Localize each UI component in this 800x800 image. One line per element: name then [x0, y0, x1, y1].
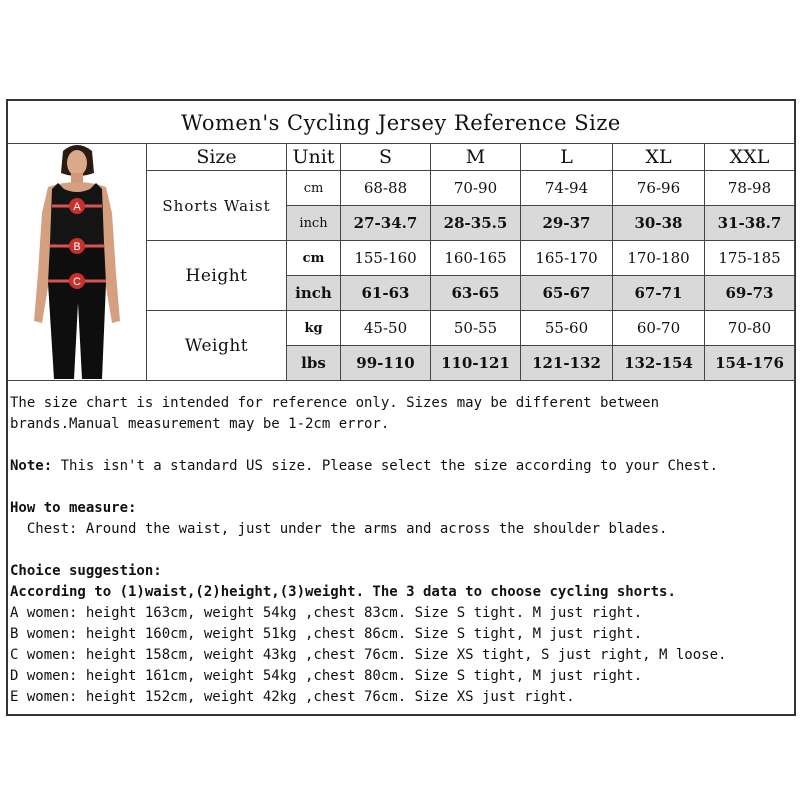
- value-cell: 68-88: [341, 171, 431, 206]
- value-cell: 132-154: [613, 346, 705, 381]
- size-col-s: S: [341, 144, 431, 171]
- unit-header: Unit: [287, 144, 341, 171]
- value-cell: 154-176: [705, 346, 795, 381]
- example-line: D women: height 161cm, weight 54kg ,chest 80cm. Size S tight, M just right.: [10, 668, 643, 684]
- size-col-xl: XL: [613, 144, 705, 171]
- group-weight: Weight: [147, 311, 287, 381]
- size-table: [146, 143, 795, 381]
- value-cell: 29-37: [521, 206, 613, 241]
- value-cell: 28-35.5: [431, 206, 521, 241]
- value-cell: 60-70: [613, 311, 705, 346]
- value-cell: 70-90: [431, 171, 521, 206]
- value-cell: 155-160: [341, 241, 431, 276]
- value-cell: 76-96: [613, 171, 705, 206]
- value-cell: 70-80: [705, 311, 795, 346]
- value-cell: 121-132: [521, 346, 613, 381]
- example-line: C women: height 158cm, weight 43kg ,chest 76cm. Size XS tight, S just right, M loose.: [10, 647, 727, 663]
- size-col-xxl: XXL: [705, 144, 795, 171]
- value-cell: 160-165: [431, 241, 521, 276]
- value-cell: 55-60: [521, 311, 613, 346]
- table-row: [147, 241, 795, 276]
- group-shorts-waist: Shorts Waist: [147, 171, 287, 241]
- unit-cell: inch: [287, 276, 341, 311]
- table-row: [147, 171, 795, 206]
- example-line: B women: height 160cm, weight 51kg ,chest 86cm. Size S tight, M just right.: [10, 626, 643, 642]
- value-cell: 74-94: [521, 171, 613, 206]
- marker-c: C: [73, 276, 81, 288]
- value-cell: 31-38.7: [705, 206, 795, 241]
- value-cell: 170-180: [613, 241, 705, 276]
- value-cell: 78-98: [705, 171, 795, 206]
- value-cell: 30-38: [613, 206, 705, 241]
- choice-suggestion-heading: Choice suggestion:: [10, 563, 162, 579]
- unit-cell: inch: [287, 206, 341, 241]
- how-to-measure-text: Chest: Around the waist, just under the arms and across the shoulder blades.: [10, 521, 668, 537]
- size-col-m: M: [431, 144, 521, 171]
- model-silhouette-image: [8, 143, 146, 379]
- value-cell: 175-185: [705, 241, 795, 276]
- size-col-l: L: [521, 144, 613, 171]
- according-line: According to (1)waist,(2)height,(3)weight. The 3 data to choose cycling shorts.: [10, 584, 676, 600]
- unit-cell: lbs: [287, 346, 341, 381]
- example-line: A women: height 163cm, weight 54kg ,chest 83cm. Size S tight. M just right.: [10, 605, 643, 621]
- value-cell: 65-67: [521, 276, 613, 311]
- disclaimer-line: The size chart is intended for reference only. Sizes may be different between: [10, 395, 660, 411]
- value-cell: 110-121: [431, 346, 521, 381]
- note-text: This isn't a standard US size. Please select the size according to your Chest.: [52, 458, 719, 474]
- unit-cell: kg: [287, 311, 341, 346]
- unit-cell: cm: [287, 241, 341, 276]
- note-line: [10, 456, 796, 477]
- size-chart-frame: [6, 99, 796, 716]
- disclaimer-line: brands.Manual measurement may be 1-2cm error.: [10, 416, 390, 432]
- table-header-row: [147, 144, 795, 171]
- value-cell: 63-65: [431, 276, 521, 311]
- value-cell: 45-50: [341, 311, 431, 346]
- value-cell: 27-34.7: [341, 206, 431, 241]
- how-to-measure-heading: How to measure:: [10, 500, 137, 516]
- unit-cell: cm: [287, 171, 341, 206]
- value-cell: 165-170: [521, 241, 613, 276]
- table-row: [147, 311, 795, 346]
- marker-a: A: [73, 201, 81, 213]
- group-height: Height: [147, 241, 287, 311]
- marker-b: B: [73, 241, 81, 253]
- notes-section: [8, 380, 796, 715]
- model-figure: [8, 143, 147, 379]
- value-cell: 50-55: [431, 311, 521, 346]
- value-cell: 67-71: [613, 276, 705, 311]
- size-header: Size: [147, 144, 287, 171]
- value-cell: 69-73: [705, 276, 795, 311]
- chart-title: Women's Cycling Jersey Reference Size: [8, 101, 794, 144]
- example-line: E women: height 152cm, weight 42kg ,chest 76cm. Size XS just right.: [10, 689, 575, 705]
- value-cell: 61-63: [341, 276, 431, 311]
- value-cell: 99-110: [341, 346, 431, 381]
- note-label: Note:: [10, 458, 53, 474]
